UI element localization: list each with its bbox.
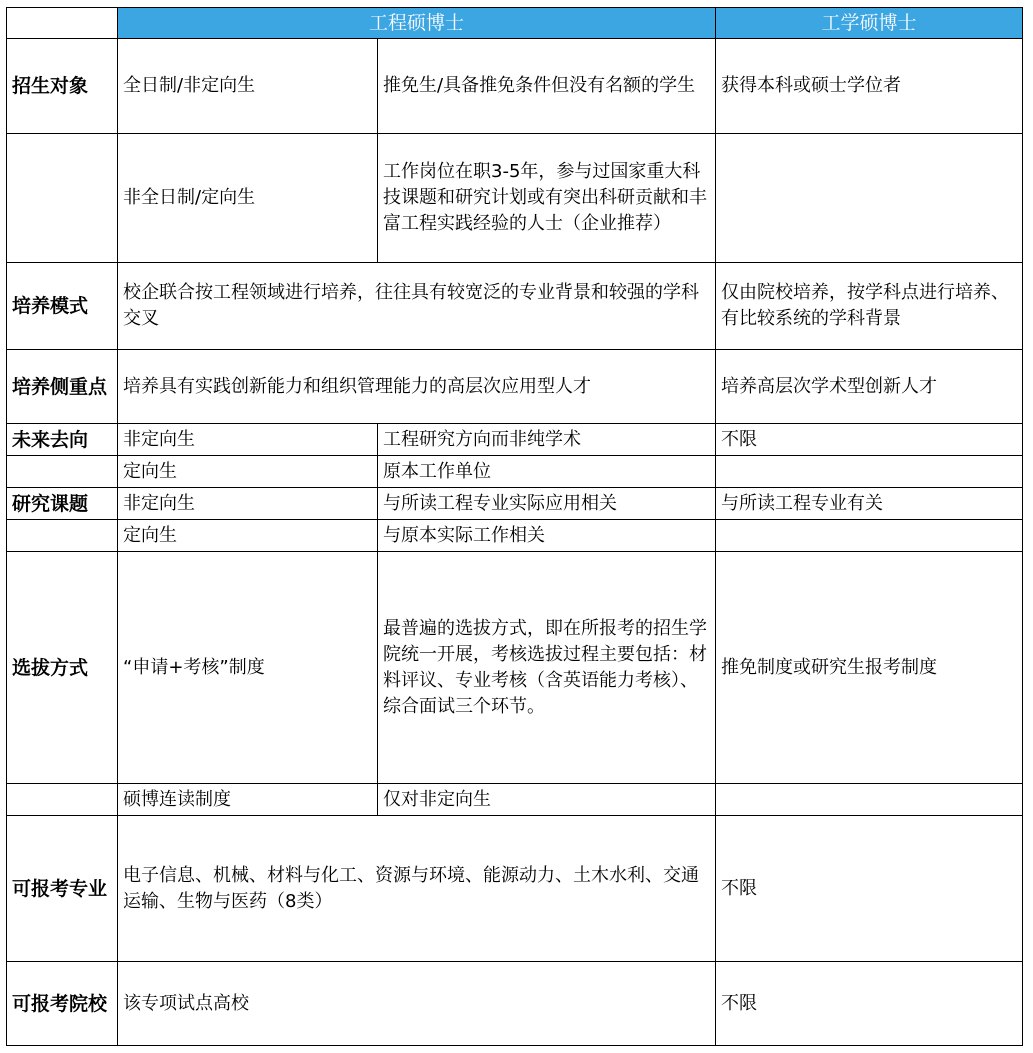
- table-row: [7, 552, 1023, 784]
- cell-enrollment-type-a: 全日制/非定向生: [118, 39, 378, 134]
- row-label-research: 研究课题: [7, 488, 118, 520]
- cell-empty: [7, 784, 118, 816]
- cell-selection-desc-a: 最普遍的选拔方式，即在所报考的招生学院统一开展，考核选拔过程主要包括：材料评议、专业考核（含英语能力考核）、综合面试三个环节。: [378, 552, 716, 784]
- cell-research-desc-a: 与所读工程专业实际应用相关: [378, 488, 716, 520]
- table-row: [7, 520, 1023, 552]
- table-row: [7, 962, 1023, 1046]
- table-row: [7, 424, 1023, 456]
- cell-research-desc-b: 与原本实际工作相关: [378, 520, 716, 552]
- cell-future-desc-b: 原本工作单位: [378, 456, 716, 488]
- cell-enrollment-type-b: 非全日制/定向生: [118, 134, 378, 263]
- cell-future-desc-a: 工程研究方向而非纯学术: [378, 424, 716, 456]
- cell-training-focus-phd: 培养高层次学术型创新人才: [716, 350, 1023, 424]
- row-label-enrollment: 招生对象: [7, 39, 118, 134]
- table-row: [7, 816, 1023, 962]
- cell-training-focus-eng: 培养具有实践创新能力和组织管理能力的高层次应用型人才: [118, 350, 716, 424]
- cell-empty: [716, 520, 1023, 552]
- cell-selection-phd: 推免制度或研究生报考制度: [716, 552, 1023, 784]
- cell-empty: [716, 784, 1023, 816]
- cell-enrollment-desc-b: 工作岗位在职3-5年，参与过国家重大科技课题和研究计划或有突出科研贡献和丰富工程实践经验的人士（企业推荐）: [378, 134, 716, 263]
- cell-empty: [716, 134, 1023, 263]
- table-row: [7, 456, 1023, 488]
- cell-selection-type-a: “申请+考核”制度: [118, 552, 378, 784]
- cell-research-type-b: 定向生: [118, 520, 378, 552]
- row-label-training-focus: 培养侧重点: [7, 350, 118, 424]
- comparison-table: [6, 7, 1023, 1046]
- cell-selection-type-b: 硕博连读制度: [118, 784, 378, 816]
- cell-research-type-a: 非定向生: [118, 488, 378, 520]
- cell-empty: [716, 456, 1023, 488]
- cell-empty: [7, 456, 118, 488]
- row-label-training-mode: 培养模式: [7, 263, 118, 350]
- cell-enrollment-desc-a: 推免生/具备推免条件但没有名额的学生: [378, 39, 716, 134]
- cell-training-mode-phd: 仅由院校培养，按学科点进行培养、有比较系统的学科背景: [716, 263, 1023, 350]
- cell-empty: [7, 134, 118, 263]
- cell-future-type-b: 定向生: [118, 456, 378, 488]
- cell-schools-eng: 该专项试点高校: [118, 962, 716, 1046]
- header-blank-cell: [7, 8, 118, 39]
- header-engineering-phd: 工学硕博士: [716, 8, 1023, 39]
- header-row: [7, 8, 1023, 39]
- cell-majors-eng: 电子信息、机械、材料与化工、资源与环境、能源动力、土木水利、交通运输、生物与医药（8类）: [118, 816, 716, 962]
- row-label-selection: 选拔方式: [7, 552, 118, 784]
- cell-majors-phd: 不限: [716, 816, 1023, 962]
- cell-future-type-a: 非定向生: [118, 424, 378, 456]
- table-row: [7, 263, 1023, 350]
- cell-future-phd: 不限: [716, 424, 1023, 456]
- table-row: [7, 134, 1023, 263]
- cell-training-mode-eng: 校企联合按工程领域进行培养，往往具有较宽泛的专业背景和较强的学科交叉: [118, 263, 716, 350]
- row-label-schools: 可报考院校: [7, 962, 118, 1046]
- table-row: [7, 488, 1023, 520]
- row-label-future: 未来去向: [7, 424, 118, 456]
- cell-selection-desc-b: 仅对非定向生: [378, 784, 716, 816]
- cell-enrollment-phd: 获得本科或硕士学位者: [716, 39, 1023, 134]
- row-label-majors: 可报考专业: [7, 816, 118, 962]
- table-row: [7, 784, 1023, 816]
- table-row: [7, 350, 1023, 424]
- cell-research-phd: 与所读工程专业有关: [716, 488, 1023, 520]
- header-engineering-doctorate: 工程硕博士: [118, 8, 716, 39]
- table-row: [7, 39, 1023, 134]
- cell-empty: [7, 520, 118, 552]
- cell-schools-phd: 不限: [716, 962, 1023, 1046]
